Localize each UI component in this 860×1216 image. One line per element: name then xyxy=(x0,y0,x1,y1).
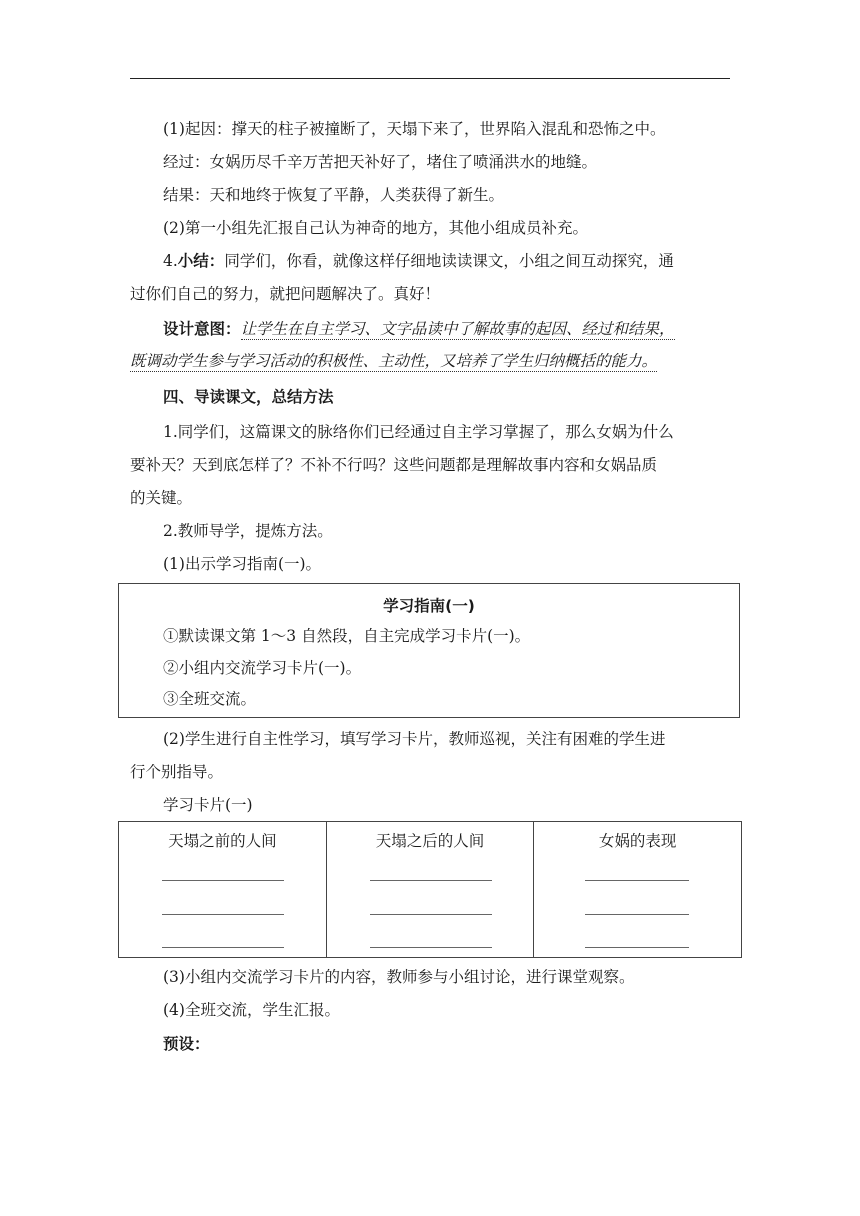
answer-blank[interactable] xyxy=(162,947,284,948)
question-1: 1.同学们，这篇课文的脉络你们已经通过自主学习掌握了，那么女娲为什么 xyxy=(163,423,674,441)
study-guide-item: ②小组内交流学习卡片(一)。 xyxy=(163,659,362,677)
summary-label: 小结： xyxy=(177,252,225,270)
design-intent-label: 设计意图： xyxy=(163,320,241,338)
question-1-cont-2: 的关键。 xyxy=(130,489,193,507)
answer-blank[interactable] xyxy=(585,947,689,948)
study-card-column-header: 天塌之前的人间 xyxy=(168,832,277,850)
answer-blank[interactable] xyxy=(162,914,284,915)
study-card-column xyxy=(327,822,535,957)
study-guide-title: 学习指南(一) xyxy=(383,597,475,615)
paragraph-group-report: (2)第一小组先汇报自己认为神奇的地方，其他小组成员补充。 xyxy=(163,219,588,237)
paragraph-summary xyxy=(163,250,773,272)
study-card-table xyxy=(118,821,742,958)
answer-blank[interactable] xyxy=(162,880,284,881)
step-2-sub-4: (4)全班交流，学生汇报。 xyxy=(163,1001,340,1019)
answer-blank[interactable] xyxy=(370,880,492,881)
section-heading: 四、导读课文，总结方法 xyxy=(163,388,334,406)
design-intent-cont xyxy=(130,350,740,372)
answer-blank[interactable] xyxy=(585,914,689,915)
design-intent-text-2: 既调动学生参与学习活动的积极性、主动性，又培养了学生归纳概括的能力。 xyxy=(130,352,658,370)
step-2-sub-2: (2)学生进行自主性学习，填写学习卡片，教师巡视，关注有困难的学生进 xyxy=(163,730,666,748)
study-card-label: 学习卡片(一) xyxy=(163,796,253,814)
study-card-column-header: 天塌之后的人间 xyxy=(375,832,485,850)
step-2-sub-3: (3)小组内交流学习卡片的内容，教师参与小组讨论，进行课堂观察。 xyxy=(163,968,635,986)
summary-number: 4. xyxy=(163,252,178,270)
paragraph-result: 结果：天和地终于恢复了平静，人类获得了新生。 xyxy=(163,186,505,204)
answer-blank[interactable] xyxy=(370,914,492,915)
step-2: 2.教师导学，提炼方法。 xyxy=(163,522,333,540)
answer-blank[interactable] xyxy=(370,947,492,948)
question-1-cont: 要补天？天到底怎样了？不补不行吗？这些问题都是理解故事内容和女娲品质 xyxy=(130,456,658,474)
header-rule xyxy=(130,78,730,79)
paragraph-process: 经过：女娲历尽千辛万苦把天补好了，堵住了喷涌洪水的地缝。 xyxy=(163,153,598,171)
paragraph-summary-cont: 过你们自己的努力，就把问题解决了。真好！ xyxy=(130,285,441,303)
study-guide-box xyxy=(118,583,740,718)
step-2-sub-1: (1)出示学习指南(一)。 xyxy=(163,555,322,573)
study-guide-item: ①默读课文第 1～3 自然段，自主完成学习卡片(一)。 xyxy=(163,627,531,645)
study-card-column xyxy=(119,822,327,957)
preset-label: 预设： xyxy=(163,1035,210,1053)
study-guide-item: ③全班交流。 xyxy=(163,690,257,708)
summary-text: 同学们，你看，就像这样仔细地读读课文，小组之间互动探究，通 xyxy=(224,252,674,270)
design-intent xyxy=(163,318,773,340)
study-card-column-header: 女娲的表现 xyxy=(598,832,677,850)
design-intent-text: 让学生在自主学习、文字品读中了解故事的起因、经过和结果， xyxy=(240,320,675,338)
study-card-column xyxy=(534,822,741,957)
paragraph-cause: (1)起因：撑天的柱子被撞断了，天塌下来了，世界陷入混乱和恐怖之中。 xyxy=(163,120,666,138)
answer-blank[interactable] xyxy=(585,880,689,881)
step-2-sub-2-cont: 行个别指导。 xyxy=(130,763,224,781)
